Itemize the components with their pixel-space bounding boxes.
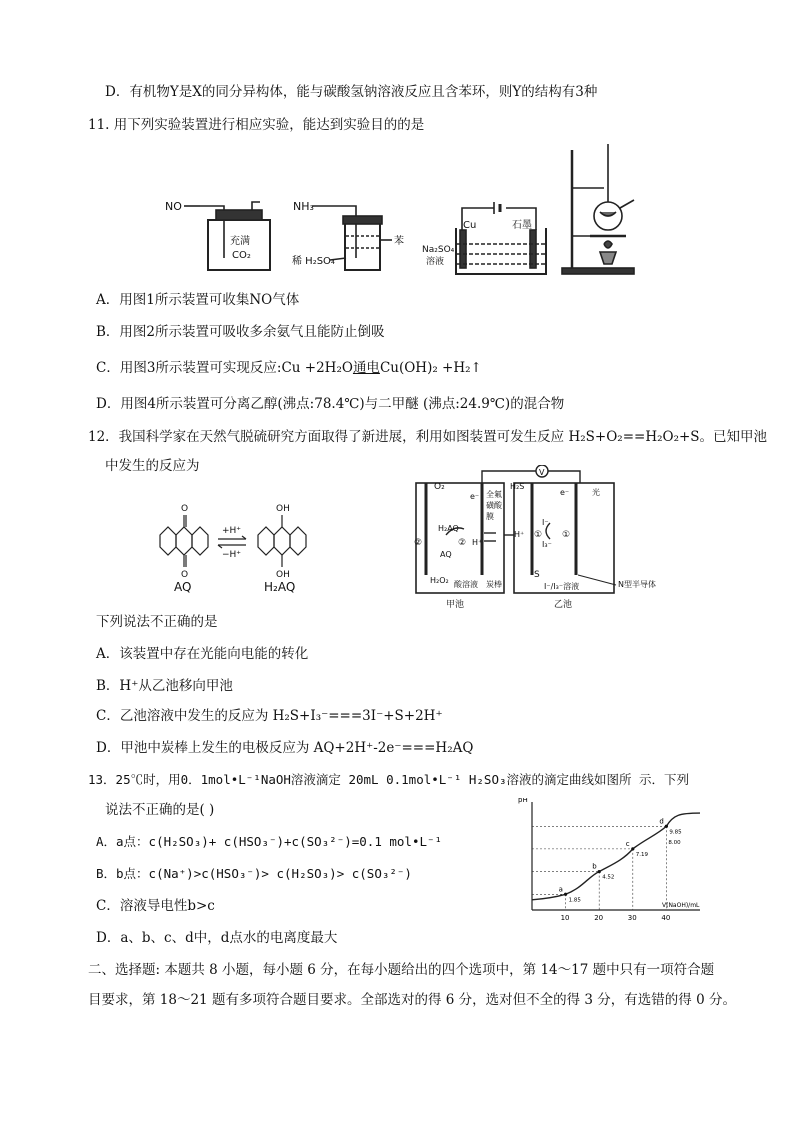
svg-text:膜: 膜: [486, 512, 494, 521]
svg-text:O: O: [181, 570, 189, 580]
svg-text:Cu: Cu: [463, 220, 477, 231]
q12-option-a: A．该装置中存在光能向电能的转化: [96, 646, 309, 662]
svg-text:全氟: 全氟: [486, 490, 502, 499]
svg-text:I⁻/I₃⁻溶液: I⁻/I₃⁻溶液: [544, 582, 580, 591]
q11-apparatus-figures: [160, 140, 640, 280]
aq-label: AQ: [174, 580, 192, 594]
q10-option-d: D．有机物Y是X的同分异构体，能与碳酸氢钠溶液反应且含苯环，则Y的结构有3种: [105, 84, 598, 100]
titration-curve-chart: [510, 798, 710, 928]
fig3-electrolysis-cell: [422, 202, 546, 274]
svg-text:N型半导体: N型半导体: [618, 580, 656, 589]
point-label: a: [558, 885, 563, 894]
svg-text:+H⁺: +H⁺: [222, 526, 242, 536]
data-point-a: [564, 893, 567, 896]
q13-stem-line2: 说法不正确的是( ): [105, 802, 215, 818]
svg-text:H₂S: H₂S: [510, 482, 525, 491]
fig4-distillation-rack: [562, 144, 634, 274]
q13-option-a: A．a点：c(H₂SO₃)+ c(HSO₃⁻)+c(SO₃²⁻)=0.1 mol•L⁻¹: [96, 834, 443, 849]
svg-text:H₂O₂: H₂O₂: [430, 576, 449, 585]
svg-text:溶液: 溶液: [426, 257, 445, 267]
q11-option-c: C．用图3所示装置可实现反应:Cu +2H₂O通电Cu(OH)₂ +H₂↑: [96, 360, 482, 376]
fig2-absorb-bottle: [292, 200, 404, 270]
svg-text:乙池: 乙池: [554, 600, 573, 610]
svg-text:炭棒: 炭棒: [486, 580, 502, 589]
q11-option-b: B．用图2所示装置可吸收多余氨气且能防止倒吸: [96, 324, 385, 340]
q12-stem-line1: 12．我国科学家在天然气脱硫研究方面取得了新进展，利用如图装置可发生反应 H₂S+O₂==H₂O₂+S。已知甲池: [88, 429, 768, 445]
svg-text:②: ②: [458, 538, 467, 548]
fuel-cell-diagram: [410, 465, 680, 610]
svg-text:AQ: AQ: [440, 550, 452, 559]
svg-text:NH₃: NH₃: [293, 200, 314, 213]
x-tick-label: 40: [661, 914, 671, 922]
x-tick-label: 10: [560, 914, 570, 922]
svg-text:−H⁺: −H⁺: [222, 550, 242, 560]
section2-line1: 二、选择题: 本题共 8 小题，每小题 6 分，在每小题给出的四个选项中，第 14～17 题中只有一项符合题: [88, 962, 715, 978]
svg-text:酸溶液: 酸溶液: [454, 580, 478, 589]
x-tick-label: 30: [627, 914, 637, 922]
q11-option-d: D．用图4所示装置可分离乙醇(沸点:78.4℃)与二甲醚 (沸点:24.9℃)的混合物: [96, 396, 565, 412]
svg-text:H⁺: H⁺: [472, 538, 483, 547]
q13-option-b: B．b点：c(Na⁺)>c(HSO₃⁻)> c(H₂SO₃)> c(SO₃²⁻): [96, 866, 412, 881]
svg-text:Na₂SO₄: Na₂SO₄: [422, 245, 455, 255]
svg-text:H₂AQ: H₂AQ: [438, 524, 459, 533]
svg-text:充满: 充满: [230, 236, 250, 247]
x-axis-label: V(NaOH)/mL: [662, 902, 700, 909]
svg-text:e⁻: e⁻: [560, 488, 570, 497]
data-point-b: [598, 870, 601, 873]
svg-text:e⁻: e⁻: [470, 492, 480, 501]
svg-text:光: 光: [592, 488, 600, 497]
data-point-c: [631, 847, 634, 850]
x-tick-label: 20: [594, 914, 604, 922]
q13-option-d: D．a、b、c、d中，d点水的电离度最大: [96, 930, 338, 946]
svg-text:H⁺: H⁺: [514, 530, 525, 539]
point-label: b: [592, 862, 597, 871]
q12-stem-line2: 中发生的反应为: [105, 458, 200, 474]
q13-stem-line1: 13．25℃时，用0．1mol•L⁻¹NaOH溶液滴定 20mL 0.1mol•L⁻¹ H₂SO₃溶液的滴定曲线如图所 示．下列: [88, 772, 690, 787]
svg-text:①: ①: [562, 530, 571, 540]
section2-line2: 目要求，第 18～21 题有多项符合题目要求。全部选对的得 6 分，选对但不全的得 3 分，有选错的得 0 分。: [88, 992, 736, 1008]
point-value-label: 4.52: [602, 874, 615, 881]
svg-text:S: S: [534, 570, 540, 580]
point-value-label: 7.19: [635, 851, 649, 858]
svg-text:②: ②: [414, 538, 423, 548]
data-point-d: [665, 825, 668, 828]
svg-text:磺酸: 磺酸: [486, 501, 502, 510]
svg-text:甲池: 甲池: [446, 600, 465, 610]
svg-text:V: V: [539, 468, 545, 477]
svg-text:I⁻: I⁻: [542, 518, 549, 527]
point-label: d: [659, 817, 664, 826]
anthraquinone-equilibrium: [150, 495, 330, 595]
annotation-label: 8.00: [668, 840, 681, 846]
fig1-gas-bottle: [165, 200, 270, 270]
point-value-label: 9.85: [669, 829, 682, 836]
y-axis-label: pH: [518, 798, 528, 804]
svg-text:①: ①: [534, 530, 543, 540]
svg-text:O₂: O₂: [434, 482, 445, 492]
condition-electrolysis: 通电: [352, 360, 380, 376]
svg-text:OH: OH: [276, 570, 290, 580]
svg-text:稀 H₂SO₄: 稀 H₂SO₄: [292, 256, 335, 267]
h2aq-label: H₂AQ: [264, 580, 296, 594]
q11-stem: 11. 用下列实验装置进行相应实验，能达到实验目的的是: [88, 117, 425, 133]
q12-option-c: C．乙池溶液中发生的反应为 H₂S+I₃⁻===3I⁻+S+2H⁺: [96, 708, 443, 724]
svg-text:石墨: 石墨: [512, 220, 532, 231]
q11-option-a: A．用图1所示装置可收集NO气体: [96, 292, 300, 308]
svg-text:O: O: [181, 504, 189, 514]
svg-text:OH: OH: [276, 504, 290, 514]
svg-text:苯: 苯: [394, 236, 404, 247]
svg-text:I₃⁻: I₃⁻: [542, 540, 552, 549]
svg-text:CO₂: CO₂: [232, 250, 251, 261]
point-label: c: [625, 839, 630, 848]
q12-ask: 下列说法不正确的是: [96, 614, 218, 630]
point-value-label: 1.85: [568, 897, 581, 904]
q13-option-c: C．溶液导电性b>c: [96, 898, 215, 914]
q12-option-b: B．H⁺从乙池移向甲池: [96, 678, 233, 694]
q12-option-d: D．甲池中炭棒上发生的电极反应为 AQ+2H⁺-2e⁻===H₂AQ: [96, 740, 474, 756]
fig1-inlet: NO: [165, 200, 182, 213]
